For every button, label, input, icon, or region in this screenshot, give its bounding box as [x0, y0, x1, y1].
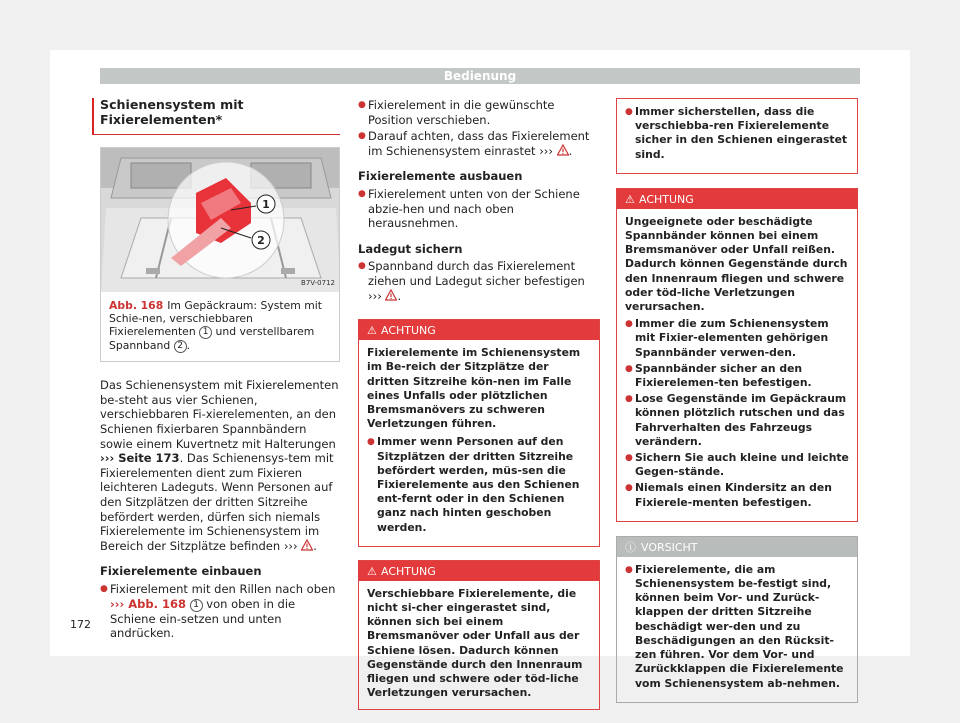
warning-icon: [385, 289, 397, 301]
section-title: Schienensystem mit Fixierelementen*: [92, 98, 340, 135]
list-item: ● Fixierelement in die gewünschte Position verschieben.: [358, 98, 600, 127]
column-left: [100, 98, 340, 643]
intro-end: .: [313, 538, 317, 553]
figure-caption: [101, 292, 339, 361]
warning-text: Ungeeignete oder beschädigte Spannbänder können bei einem Bremsmanöver oder Unfall reißen. Dadurch können Gegenstände durch den Innenraum fliegen und schwere oder töd-liche Verletzungen verursachen.: [625, 214, 848, 314]
warning-title: ACHTUNG: [381, 564, 436, 578]
warning-text: Fixierelemente im Schienensystem im Be-reich der Sitzplätze der dritten Sitzreihe kön-nen im Falle eines Unfalls oder plötzlichen Bremsmanövers zu schweren Verletzungen führen.: [367, 346, 581, 431]
warning-body: [359, 340, 599, 546]
warning-bullet: ● Immer wenn Personen auf den Sitzplätzen der dritten Sitzreihe befördert werden, müs-sen die Fixierelemente aus den Schienen ent-fernt oder in den Schienen ganz nach hinten geschoben werden.: [367, 435, 591, 534]
bullet-text-2: von oben in die Schiene ein-setzen und unten andrücken.: [110, 596, 296, 641]
note-bullet: ● Fixierelemente, die am Schienensystem be-festigt sind, können beim Vor- und Zurück-klappen der dritten Sitzreihe beschädigt wer-den und zu Beschädigungen an den Rücksit-zen führen. Vor dem Vor- und Zurückklappen die Fixierelemente vom Schienensystem ab-nehmen.: [625, 563, 849, 691]
warning-box-2: [358, 560, 600, 711]
page-link[interactable]: ››› Seite 173: [100, 451, 180, 466]
warning-body: [617, 99, 857, 173]
note-body: [617, 557, 857, 702]
note-box: [616, 536, 858, 703]
page-number: 172: [70, 618, 91, 631]
list-item: ● Fixierelement unten von der Schiene abzie-hen und nach oben herausnehmen.: [358, 187, 600, 231]
callout-2: 2: [174, 340, 187, 353]
warning-box-1: [358, 319, 600, 547]
intro-text-2: . Das Schienensys-tem mit Fixierelementen dient zum Fixieren leichteren Ladeguts. Wenn Personen auf den Sitzplätzen der dritten Sitzreihe befördert werden, dürfen sich niemals Fixierelemente im Schienensystem im Bereich der Sitzplätze befinden ›››: [100, 451, 334, 553]
warning-icon: [557, 144, 569, 156]
warning-icon: ⚠: [625, 192, 635, 206]
header-bar: Bedienung: [100, 68, 860, 84]
svg-text:2: 2: [257, 234, 265, 248]
warning-header: [359, 320, 599, 340]
column-middle: [358, 98, 600, 723]
caption-text: Im Gepäckraum: System mit Schie-nen, verschiebbaren Fixierelementen: [109, 299, 322, 339]
trunk-illustration: [101, 148, 339, 292]
figure-code: B7V-0712: [301, 278, 335, 287]
warning-bullet: ● Spannbänder sicher an den Fixierelemen-ten befestigen.: [625, 362, 849, 390]
warning-box-3: [616, 188, 858, 522]
intro-text: Das Schienensystem mit Fixierelementen be-steht aus vier Schienen, verschiebbaren Fi-xierelementen, an den Schienen fixierbaren Spannbändern sowie einem Kuvertnetz mit Halterungen: [100, 378, 339, 451]
bullet-text: Darauf achten, dass das Fixierelement im Schienensystem einrastet ›››: [368, 129, 590, 158]
callout-1-ref: 1: [190, 599, 203, 612]
warning-icon: ⚠: [367, 324, 377, 338]
list-item: [358, 259, 600, 303]
bullet-text: Spannband durch das Fixierelement ziehen und Ladegut sicher befestigen ›››: [368, 259, 585, 303]
list-item: [358, 129, 600, 158]
figure-label: Abb. 168: [109, 299, 164, 313]
bullet-end: .: [397, 288, 402, 303]
warning-box-continued: [616, 98, 858, 174]
column-right: [616, 98, 858, 716]
warning-bullet: ● Immer sicherstellen, dass die verschiebba-ren Fixierelemente sicher in den Schienen eingerastet sind.: [625, 105, 849, 162]
bullet-end: .: [568, 143, 573, 158]
warning-bullet: ● Immer die zum Schienensystem mit Fixier-elementen gehörigen Spannbänder verwen-den.: [625, 317, 849, 360]
warning-header: [617, 189, 857, 209]
svg-text:1: 1: [262, 198, 270, 212]
page: [50, 50, 910, 700]
trunk-drawing: [101, 148, 339, 292]
subhead-ausbauen: Fixierelemente ausbauen: [358, 169, 523, 184]
warning-bullet: ● Niemals einen Kindersitz an den Fixierele-menten befestigen.: [625, 481, 849, 509]
subhead-ladegut: Ladegut sichern: [358, 241, 463, 256]
info-icon: ⓘ: [625, 540, 636, 554]
warning-bullet: ● Lose Gegenstände im Gepäckraum können plötzlich rutschen und das Fahrverhalten des Fahrzeugs verändern.: [625, 392, 849, 449]
note-title: VORSICHT: [641, 540, 698, 554]
warning-body: [617, 209, 857, 521]
list-item: [100, 582, 340, 641]
warning-body: Verschiebbare Fixierelemente, die nicht si-cher eingerastet sind, können sich bei einem Bremsmanöver oder Unfall aus der Schiene lösen. Dadurch können Gegenstände durch den Innenraum fliegen und schwere oder töd-liche Verletzungen verursachen.: [367, 586, 583, 700]
bullet-text: Fixierelement mit den Rillen nach oben: [110, 581, 336, 596]
warning-icon: [301, 539, 313, 551]
callout-1: 1: [199, 326, 212, 339]
warning-title: ACHTUNG: [381, 324, 436, 338]
caption-end: .: [186, 339, 191, 353]
note-header: [617, 537, 857, 557]
warning-header: [359, 561, 599, 581]
intro-paragraph: [100, 378, 340, 553]
caption-text-2: und verstellbarem Spannband: [109, 325, 315, 353]
warning-title: ACHTUNG: [639, 192, 694, 206]
subhead-einbauen: Fixierelemente einbauen: [100, 564, 262, 579]
warning-bullet: ● Sichern Sie auch kleine und leichte Gegen-stände.: [625, 451, 849, 479]
warning-icon: ⚠: [367, 564, 377, 578]
figure-link[interactable]: ››› Abb. 168: [110, 596, 186, 611]
figure-168: [100, 147, 340, 362]
